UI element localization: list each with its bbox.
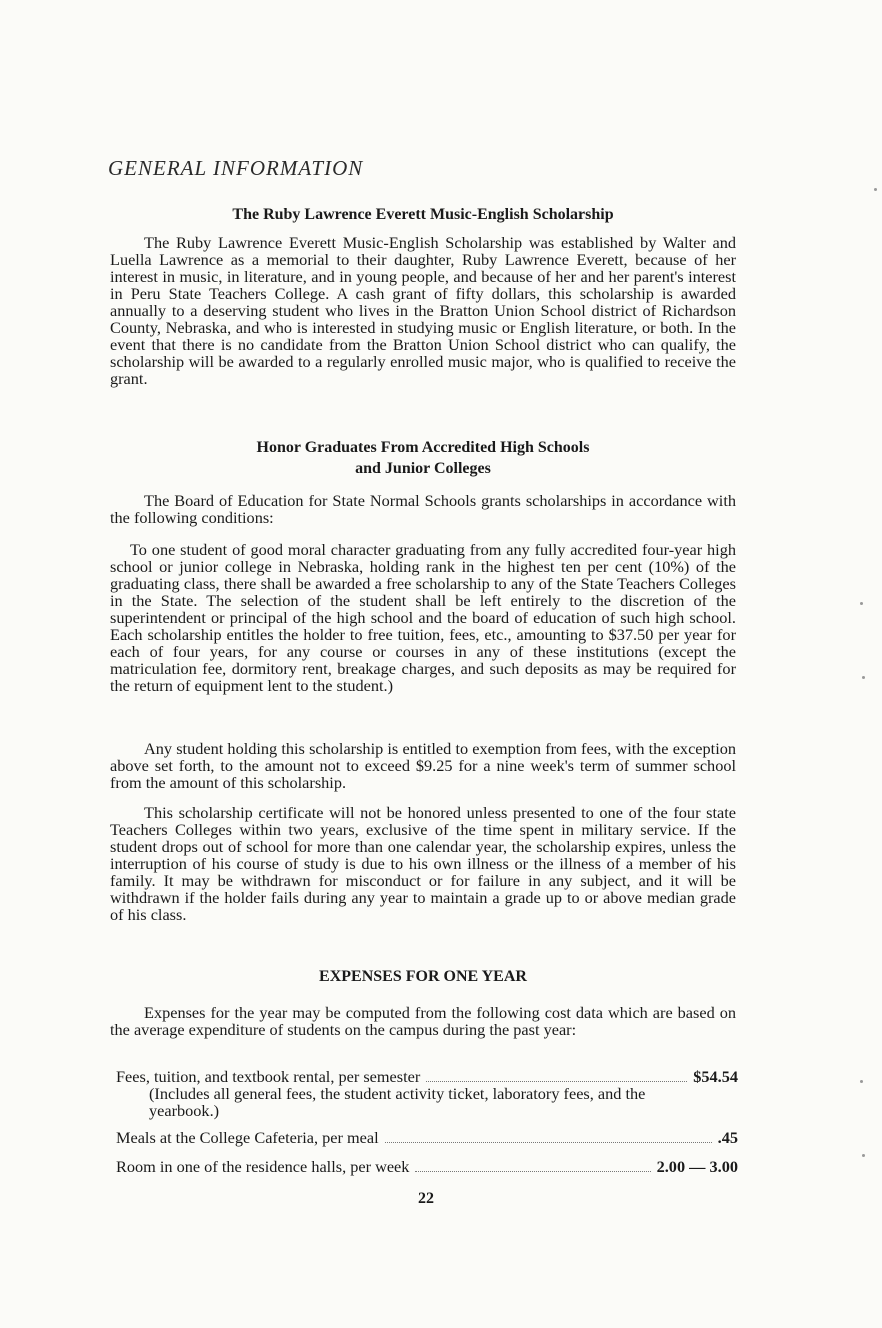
ruby-scholarship-paragraph: The Ruby Lawrence Everett Music-English Scholarship was established by Walter and Luella Lawrence as a memorial to their daughter, Ruby Lawrence Everett, because of her interest in music, in literature, and in young people, and because of her and her parent's interest in Peru State Teachers College. A cash grant of fifty dollars, this scholarship is awarded annually to a deserving student who lives in the Bratton Union School district of Richardson County, Nebraska, and who is interested in studying music or English literature, or both. In the event that there is no candidate from the Bratton Union School district who can qualify, the scholarship will be awarded to a regularly enrolled music major, who is qualified to receive the grant. <box>110 233 736 388</box>
page-number: 22 <box>418 1190 434 1207</box>
scan-speck <box>860 602 863 605</box>
honor-paragraph-4-block <box>110 804 736 923</box>
expense-label: Room in one of the residence halls, per week <box>116 1157 410 1176</box>
expense-label: Meals at the College Cafeteria, per meal <box>116 1128 379 1147</box>
expense-label: Fees, tuition, and textbook rental, per semester <box>116 1067 421 1086</box>
expense-note-fees: (Includes all general fees, the student activity ticket, laboratory fees, and the yearbook.) <box>149 1084 646 1120</box>
dot-leader <box>385 1142 712 1143</box>
scan-speck <box>874 188 877 191</box>
honor-paragraph-1: The Board of Education for State Normal Schools grants scholarships in accordance with the following conditions: <box>110 491 736 527</box>
scan-speck <box>860 1080 863 1083</box>
section-heading-expenses: EXPENSES FOR ONE YEAR <box>319 968 527 985</box>
honor-paragraph-2-block <box>110 541 736 694</box>
heading-line-2: and Junior Colleges <box>355 460 491 477</box>
honor-paragraph-1-block <box>110 492 736 526</box>
honor-paragraph-4: This scholarship certificate will not be honored unless presented to one of the four state Teachers Colleges within two years, exclusive of the time spent in military service. If the student drops out of school for more than one calendar year, the scholarship expires, unless the interruption of his course of study is due to his own illness or the illness of a member of his family. It may be withdrawn for misconduct or for failure in any subject, and it will be withdrawn if the holder fails during any year to maintain a grade up to or above median grade of his class. <box>110 803 736 924</box>
honor-paragraph-3: Any student holding this scholarship is entitled to exemption from fees, with the exception above set forth, to the amount not to exceed $9.25 for a nine week's term of summer school from the amount of this scholarship. <box>110 739 736 792</box>
dot-leader <box>426 1081 687 1082</box>
dot-leader <box>415 1171 650 1172</box>
honor-paragraph-3-block <box>110 740 736 791</box>
expense-row-meals <box>116 1129 738 1147</box>
ruby-scholarship-section <box>110 234 736 387</box>
running-head: GENERAL INFORMATION <box>108 156 364 180</box>
expenses-intro-block <box>110 1004 736 1038</box>
expenses-intro: Expenses for the year may be computed from the following cost data which are based on the average expenditure of students on the campus during the past year: <box>110 1003 736 1039</box>
expense-row-room <box>116 1158 738 1176</box>
section-heading-honor-graduates <box>110 437 736 479</box>
heading-line-1: Honor Graduates From Accredited High Schools <box>256 439 590 456</box>
expense-amount: $54.54 <box>693 1067 738 1086</box>
section-heading-ruby-scholarship: The Ruby Lawrence Everett Music-English Scholarship <box>232 206 614 223</box>
expense-amount: .45 <box>717 1128 738 1147</box>
scan-speck <box>862 676 865 679</box>
expense-amount: 2.00 — 3.00 <box>656 1157 738 1176</box>
scan-speck <box>862 1154 865 1157</box>
honor-paragraph-2: To one student of good moral character graduating from any fully accredited four-year high school or junior college in Nebraska, holding rank in the highest ten per cent (10%) of the graduating class, there shall be awarded a free scholarship to any of the State Teachers Colleges in the State. The selection of the student shall be left entirely to the discretion of the superintendent or principal of the high school and the board of education of such high school. Each scholarship entitles the holder to free tuition, fees, etc., amounting to $37.50 per year for each of four years, for any course or courses in any of these institutions (except the matriculation fee, dormitory rent, breakage charges, and such deposits as may be required for the return of equipment lent to the student.) <box>110 540 736 695</box>
